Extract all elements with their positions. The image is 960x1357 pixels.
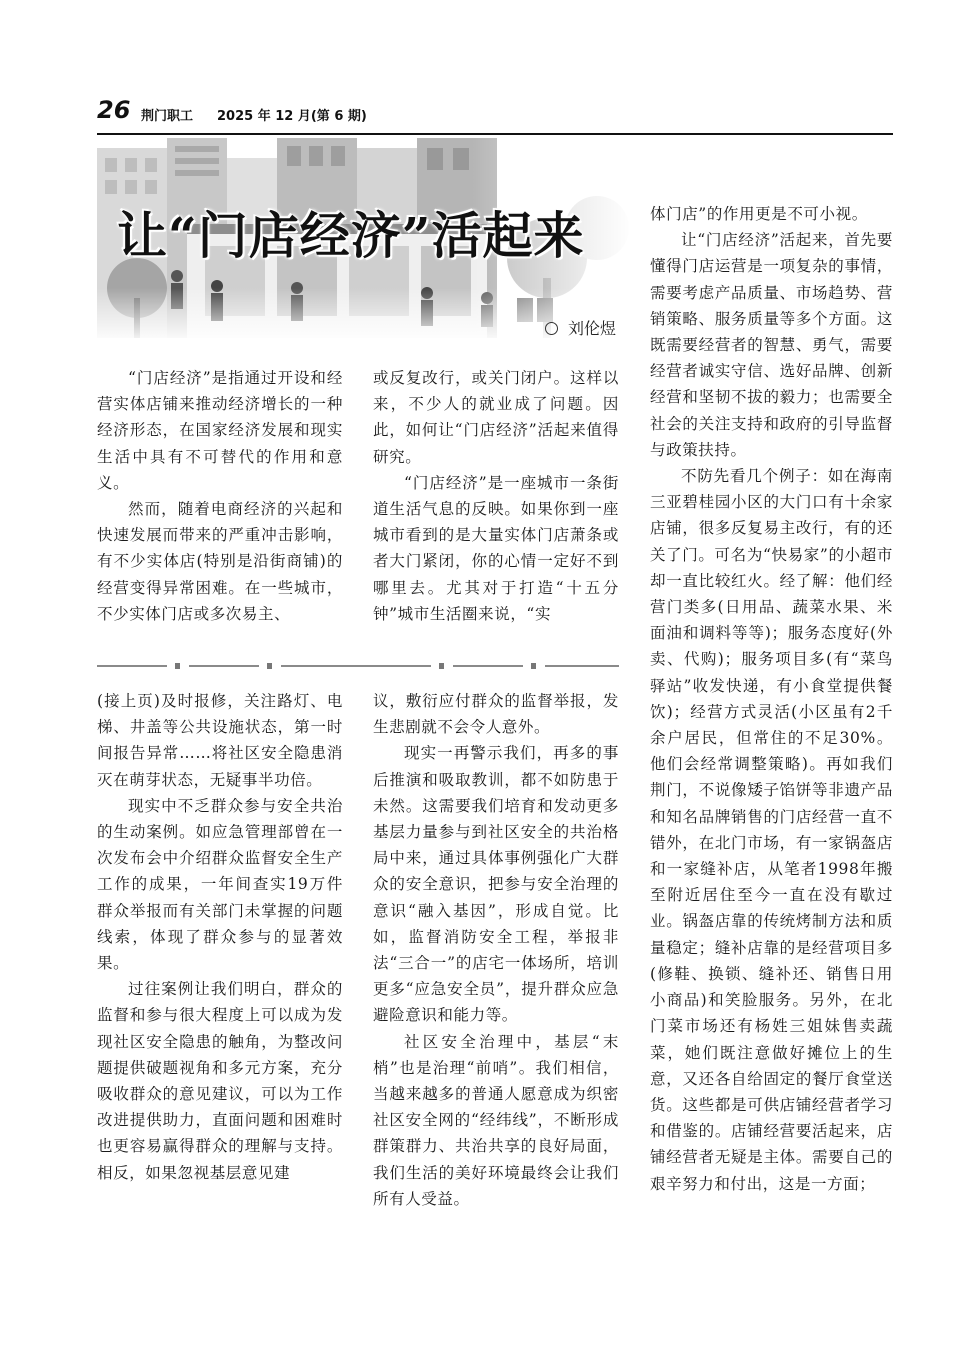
paragraph: 过往案例让我们明白，群众的监督和参与很大程度上可以成为发现社区安全隐患的触角，为整改问题提供破题视角和多元方案，充分吸收群众的意见建议，可以为工作改进提供助力，直面问题和困难时也更容易赢得群众的理解与支持。相反，如果忽视基层意见建 [97, 980, 343, 1182]
paragraph: 现实一再警示我们，再多的事后推演和吸取教训，都不如防患于未然。这需要我们培育和发动更多基层力量参与到社区安全的共治格局中来，通过具体事例强化广大群众的安全意识，把参与安全治理的意识“融入基因”，形成自觉。比如，监督消防安全工程，举报非法“三合一”的店宅一体场所，培训更多“应急安全员”，提升群众应急避险意识和能力等。 [373, 744, 619, 1025]
magazine-name: 荆门职工 [141, 109, 194, 124]
author-name: 刘伦煜 [568, 319, 617, 338]
paragraph: 或反复改行，或关门闭户。这样以来，不少人的就业成了问题。因此，如何让“门店经济”活起来值得研究。 [373, 369, 619, 466]
author-line [545, 316, 616, 339]
issue-info: 2025 年 12 月(第 6 期) [217, 109, 367, 124]
paragraph: (接上页)及时报修，关注路灯、电梯、井盖等公共设施状态，第一时间报告异常……将社区安全隐患消灭在萌芽状态，无疑事半功倍。 [97, 692, 343, 789]
paragraph: 体门店”的作用更是不可小视。 [650, 205, 868, 223]
article2-column-left [97, 688, 343, 1186]
circle-icon [545, 322, 558, 335]
paragraph: 社区安全治理中，基层“末梢”也是治理“前哨”。我们相信，当越来越多的普通人愿意成为织密社区安全网的“经纬线”，不断形成群策群力、共治共享的良好局面，我们生活的美好环境最终会让我们所有人受益。 [373, 1032, 619, 1208]
article1-column-right [650, 201, 893, 1197]
paragraph: 议，敷衍应付群众的监督举报，发生悲剧就不会令人意外。 [373, 692, 619, 737]
title-banner [97, 138, 633, 338]
article-title: 让“门店经济”活起来 [117, 206, 585, 265]
section-separator [97, 663, 619, 669]
paragraph: “门店经济”是一座城市一条街道生活气息的反映。如果你到一座城市看到的是大量实体门店萧条或者大门紧闭，你的心情一定好不到哪里去。尤其对于打造“十五分钟”城市生活圈来说，“实 [373, 473, 619, 623]
article2-column-middle [373, 688, 619, 1212]
page-number: 26 [97, 96, 131, 124]
paragraph: 然而，随着电商经济的兴起和快速发展而带来的严重冲击影响，有不少实体店(特别是沿街商铺)的经营变得异常困难。在一些城市，不少实体门店或多次易主、 [97, 500, 343, 623]
paragraph: “门店经济”是指通过开设和经营实体店铺来推动经济增长的一种经济形态，在国家经济发展和现实生活中具有不可替代的作用和意义。 [97, 369, 343, 492]
paragraph: 让“门店经济”活起来，首先要懂得门店运营是一项复杂的事情，需要考虑产品质量、市场趋势、营销策略、服务质量等多个方面。这既需要经营者的智慧、勇气，需要经营者诚实守信、选好品牌、创新经营和坚韧不拔的毅力；也需要全社会的关注支持和政府的引导监督与政策扶持。 [650, 231, 893, 459]
article1-column-left [97, 365, 343, 627]
paragraph: 现实中不乏群众参与安全共治的生动案例。如应急管理部曾在一次发布会中介绍群众监督安全生产工作的成果，一年间查实19万件群众举报而有关部门未掌握的问题线索，体现了群众参与的显著效果。 [97, 796, 343, 973]
page-header [97, 96, 894, 136]
paragraph: 不防先看几个例子：如在海南三亚碧桂园小区的大门口有十余家店铺，很多反复易主改行，有的还关了门。可名为“快易家”的小超市却一直比较红火。经了解：他们经营门类多(日用品、蔬菜水果、米面油和调料等等)；服务态度好(外卖、代购)；服务项目多(有“菜鸟驿站”收发快递，有小食堂提供餐饮)；经营方式灵活(小区虽有2千余户居民，但常住的不足30%。他们会经常调整策略)。再如我们荆门，不说像矮子馅饼等非遗产品和知名品牌销售的门店经营一直不错外，在北门市场，有一家锅盔店和一家缝补店，从笔者1998年搬至附近居住至今一直在没有歇过业。锅盔店靠的传统烤制方法和质量稳定；缝补店靠的是经营项目多(修鞋、换锁、缝补还、销售日用小商品)和笑脸服务。另外，在北门菜市场还有杨姓三姐妹售卖蔬菜，她们既注意做好摊位上的生意，又还各自给固定的餐厅食堂送货。这些都是可供店铺经营者学习和借鉴的。店铺经营要活起来，店铺经营者无疑是主体。需要自己的艰辛努力和付出，这是一方面； [650, 467, 893, 1193]
article1-column-middle [373, 365, 619, 627]
header-rule [97, 133, 893, 135]
